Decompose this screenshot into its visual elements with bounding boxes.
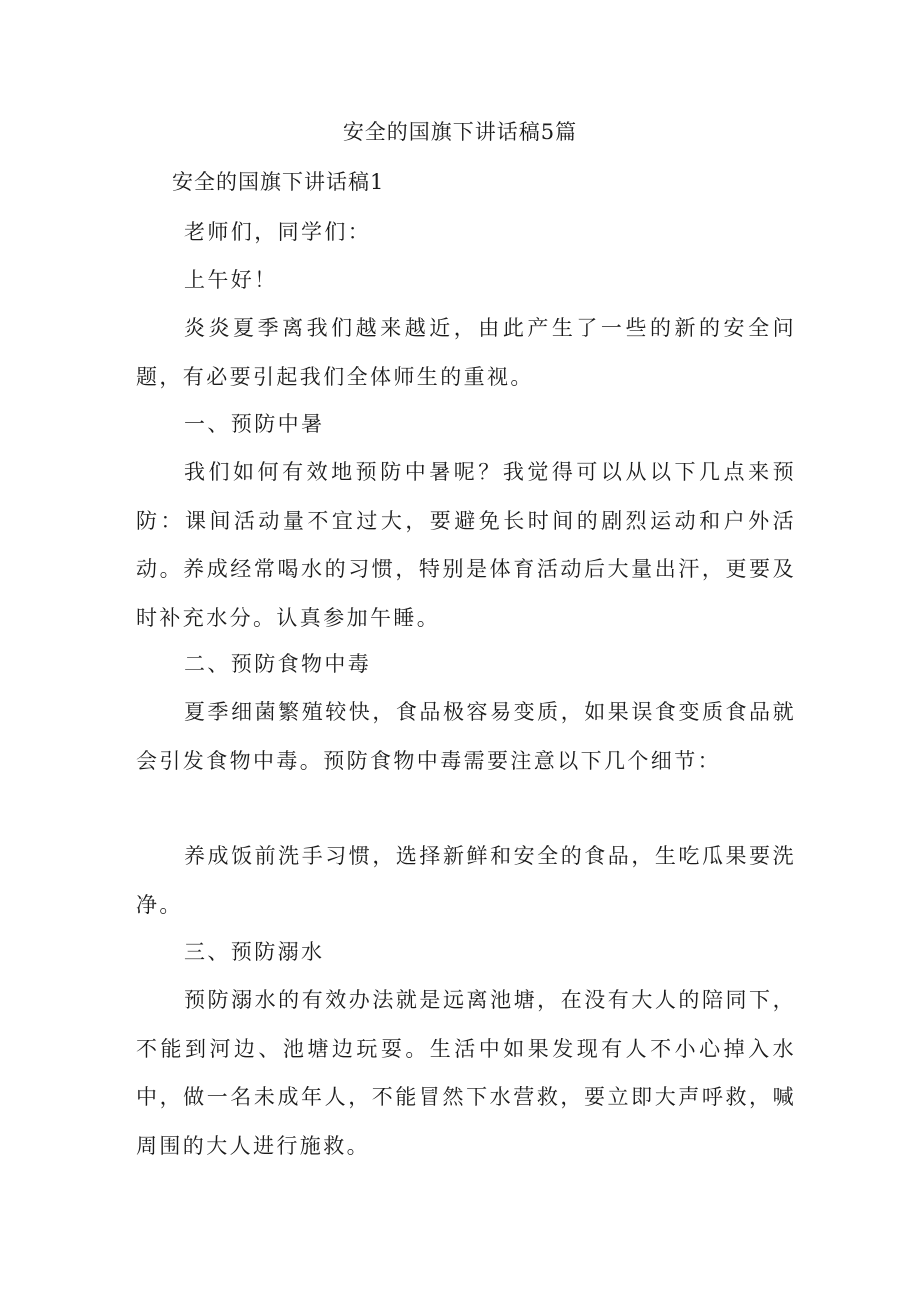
greeting-paragraph: 上午好！ xyxy=(184,268,278,292)
body-paragraph: 预防溺水的有效办法就是远离池塘，在没有大人的陪同下，不能到河边、池塘边玩耍。生活中如果发现有人不小心掉入水中，做一名未成年人，不能冒然下水营救，要立即大声呼救，喊周围的大人进行施救。 xyxy=(136,988,796,1158)
body-paragraph: 我们如何有效地预防中暑呢？我觉得可以从以下几点来预防：课间活动量不宜过大，要避免长时间的剧烈运动和户外活动。养成经常喝水的习惯，特别是体育活动后大量出汗，更要及时补充水分。认真参加午睡。 xyxy=(136,460,796,630)
section-subtitle: 安全的国旗下讲话稿1 xyxy=(172,170,385,194)
body-paragraph: 夏季细菌繁殖较快，食品极容易变质，如果误食变质食品就会引发食物中毒。预防食物中毒需要注意以下几个细节： xyxy=(136,700,796,773)
body-paragraph: 炎炎夏季离我们越来越近，由此产生了一些的新的安全问题，有必要引起我们全体师生的重视。 xyxy=(136,316,796,389)
section-heading: 二、预防食物中毒 xyxy=(184,652,372,676)
section-heading: 一、预防中暑 xyxy=(184,412,325,436)
greeting-paragraph: 老师们，同学们： xyxy=(184,220,372,244)
section-heading: 三、预防溺水 xyxy=(184,940,325,964)
body-paragraph: 养成饭前洗手习惯，选择新鲜和安全的食品，生吃瓜果要洗净。 xyxy=(136,844,796,917)
document-title: 安全的国旗下讲话稿5篇 xyxy=(342,120,578,144)
